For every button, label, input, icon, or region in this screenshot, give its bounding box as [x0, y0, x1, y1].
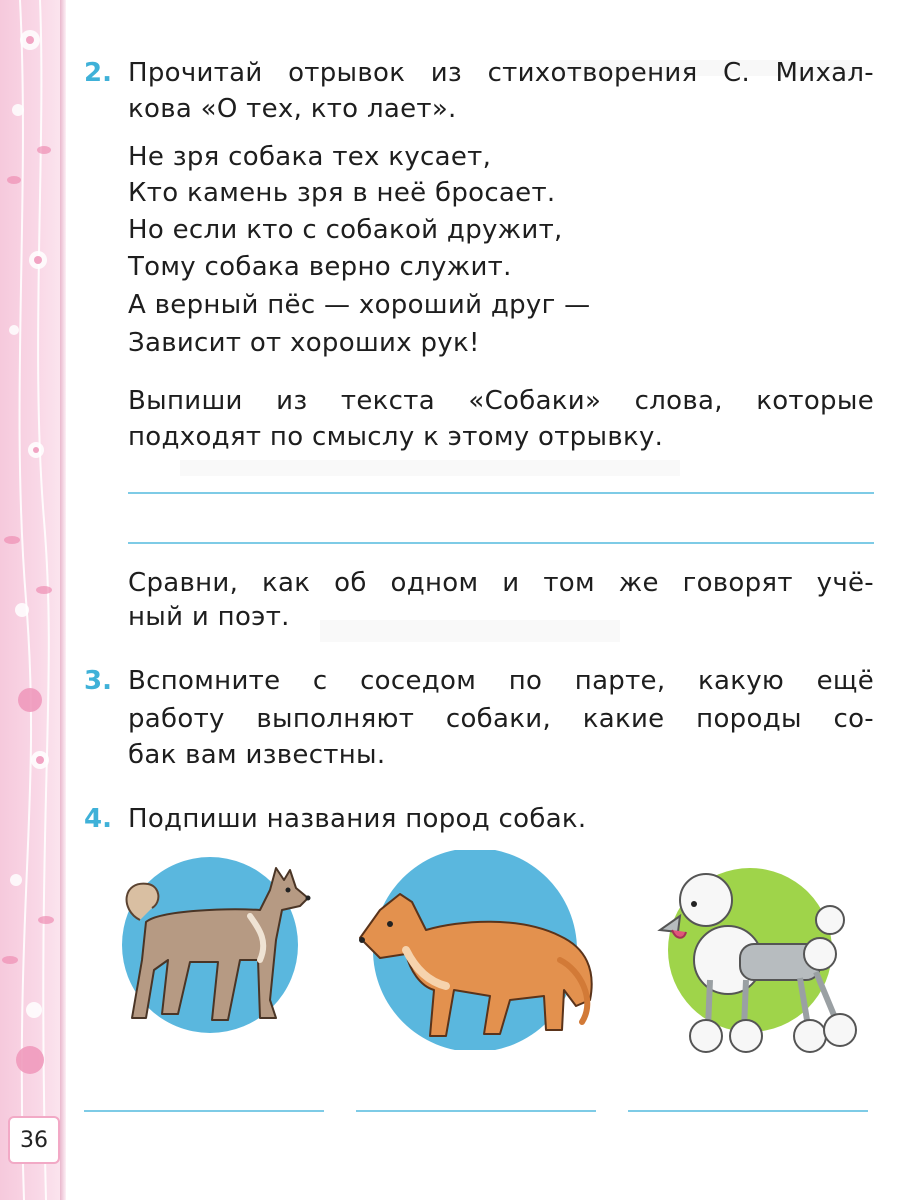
poem-line: Но если кто с собакой дружит,	[128, 215, 563, 245]
task-text: Подпиши названия пород собак.	[128, 804, 587, 834]
task-text: Вспомните с соседом по парте, какую ещё	[128, 666, 874, 696]
show-through-band	[180, 460, 680, 476]
poodle-dog-illustration	[650, 860, 870, 1060]
poem-line: Не зря собака тех кусает,	[128, 142, 492, 172]
collie-dog-illustration	[350, 850, 610, 1050]
task-number: 4.	[84, 804, 112, 834]
floral-pattern	[0, 0, 60, 1200]
task-text: подходят по смыслу к этому отрывку.	[128, 422, 664, 452]
task-text: Прочитай отрывок из стихотворения С. Михал-	[128, 58, 874, 88]
task-text: Выпиши из текста «Собаки» слова, которые	[128, 386, 874, 416]
task-text: бак вам известны.	[128, 740, 386, 770]
task-text: Сравни, как об одном и том же говорят учё-	[128, 568, 874, 598]
poem-line: А верный пёс — хороший друг —	[128, 290, 591, 320]
poem-line: Кто камень зря в неё бросает.	[128, 178, 556, 208]
poem-line: Зависит от хороших рук!	[128, 328, 480, 358]
poem-line: Тому собака верно служит.	[128, 252, 512, 282]
show-through-band	[320, 620, 620, 642]
answer-line-collie[interactable]	[356, 1110, 596, 1112]
answer-line-laika[interactable]	[84, 1110, 324, 1112]
laika-dog-illustration	[100, 850, 320, 1040]
answer-line[interactable]	[128, 542, 874, 544]
page-edge	[60, 0, 66, 1200]
task-text: ный и поэт.	[128, 602, 290, 632]
decorative-sidebar	[0, 0, 60, 1200]
answer-line[interactable]	[128, 492, 874, 494]
task-text: работу выполняют собаки, какие породы со-	[128, 704, 874, 734]
task-number: 2.	[84, 58, 112, 88]
task-number: 3.	[84, 666, 112, 696]
task-text: кова «О тех, кто лает».	[128, 94, 457, 124]
page-number: 36	[8, 1116, 60, 1164]
answer-line-poodle[interactable]	[628, 1110, 868, 1112]
